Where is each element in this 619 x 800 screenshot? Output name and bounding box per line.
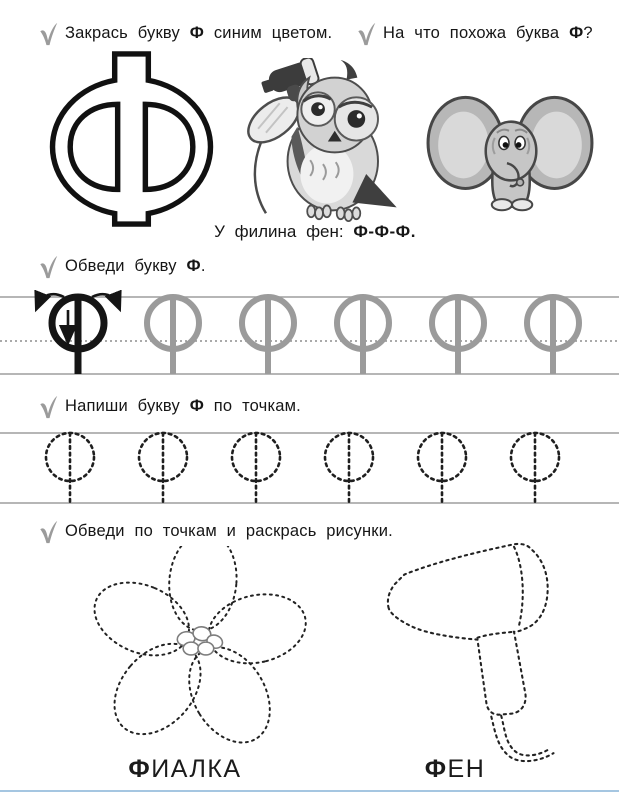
hairdryer-dotted-outline [372,535,580,767]
task-text: Закрась букву Ф синим цветом. [65,24,333,42]
checkmark-icon [38,394,58,420]
bottom-rule [0,790,619,792]
dotted-row [0,425,619,510]
checkmark-icon [38,519,58,545]
task-text: Обведи букву Ф. [65,257,206,275]
flower-dotted-outline [70,546,320,758]
task-text: На что похожа буква Ф? [383,24,593,42]
big-letter-outline [28,50,236,228]
elephant-illustration [424,82,596,214]
trace-letters [52,297,579,374]
task-resemble [356,24,593,47]
task-text: Напиши букву Ф по точкам. [65,397,301,415]
checkmark-icon [38,254,58,280]
trace-row [0,290,619,390]
checkmark-icon [356,21,376,47]
task-color-letter [38,24,332,47]
task-text: Обведи по точкам и раскрась рисунки. [65,522,393,540]
task-trace [38,257,206,280]
task-write [38,397,301,420]
flower-label: ФИАЛКА [128,755,242,783]
flower-center [176,626,224,655]
owl-with-hairdryer-illustration [236,58,404,230]
dryer-label: ФЕН [424,755,486,783]
dotted-letters [46,433,559,503]
checkmark-icon [38,21,58,47]
task-pictures [38,522,393,545]
caption-text: У филина фен: Ф-Ф-Ф. [214,222,416,241]
